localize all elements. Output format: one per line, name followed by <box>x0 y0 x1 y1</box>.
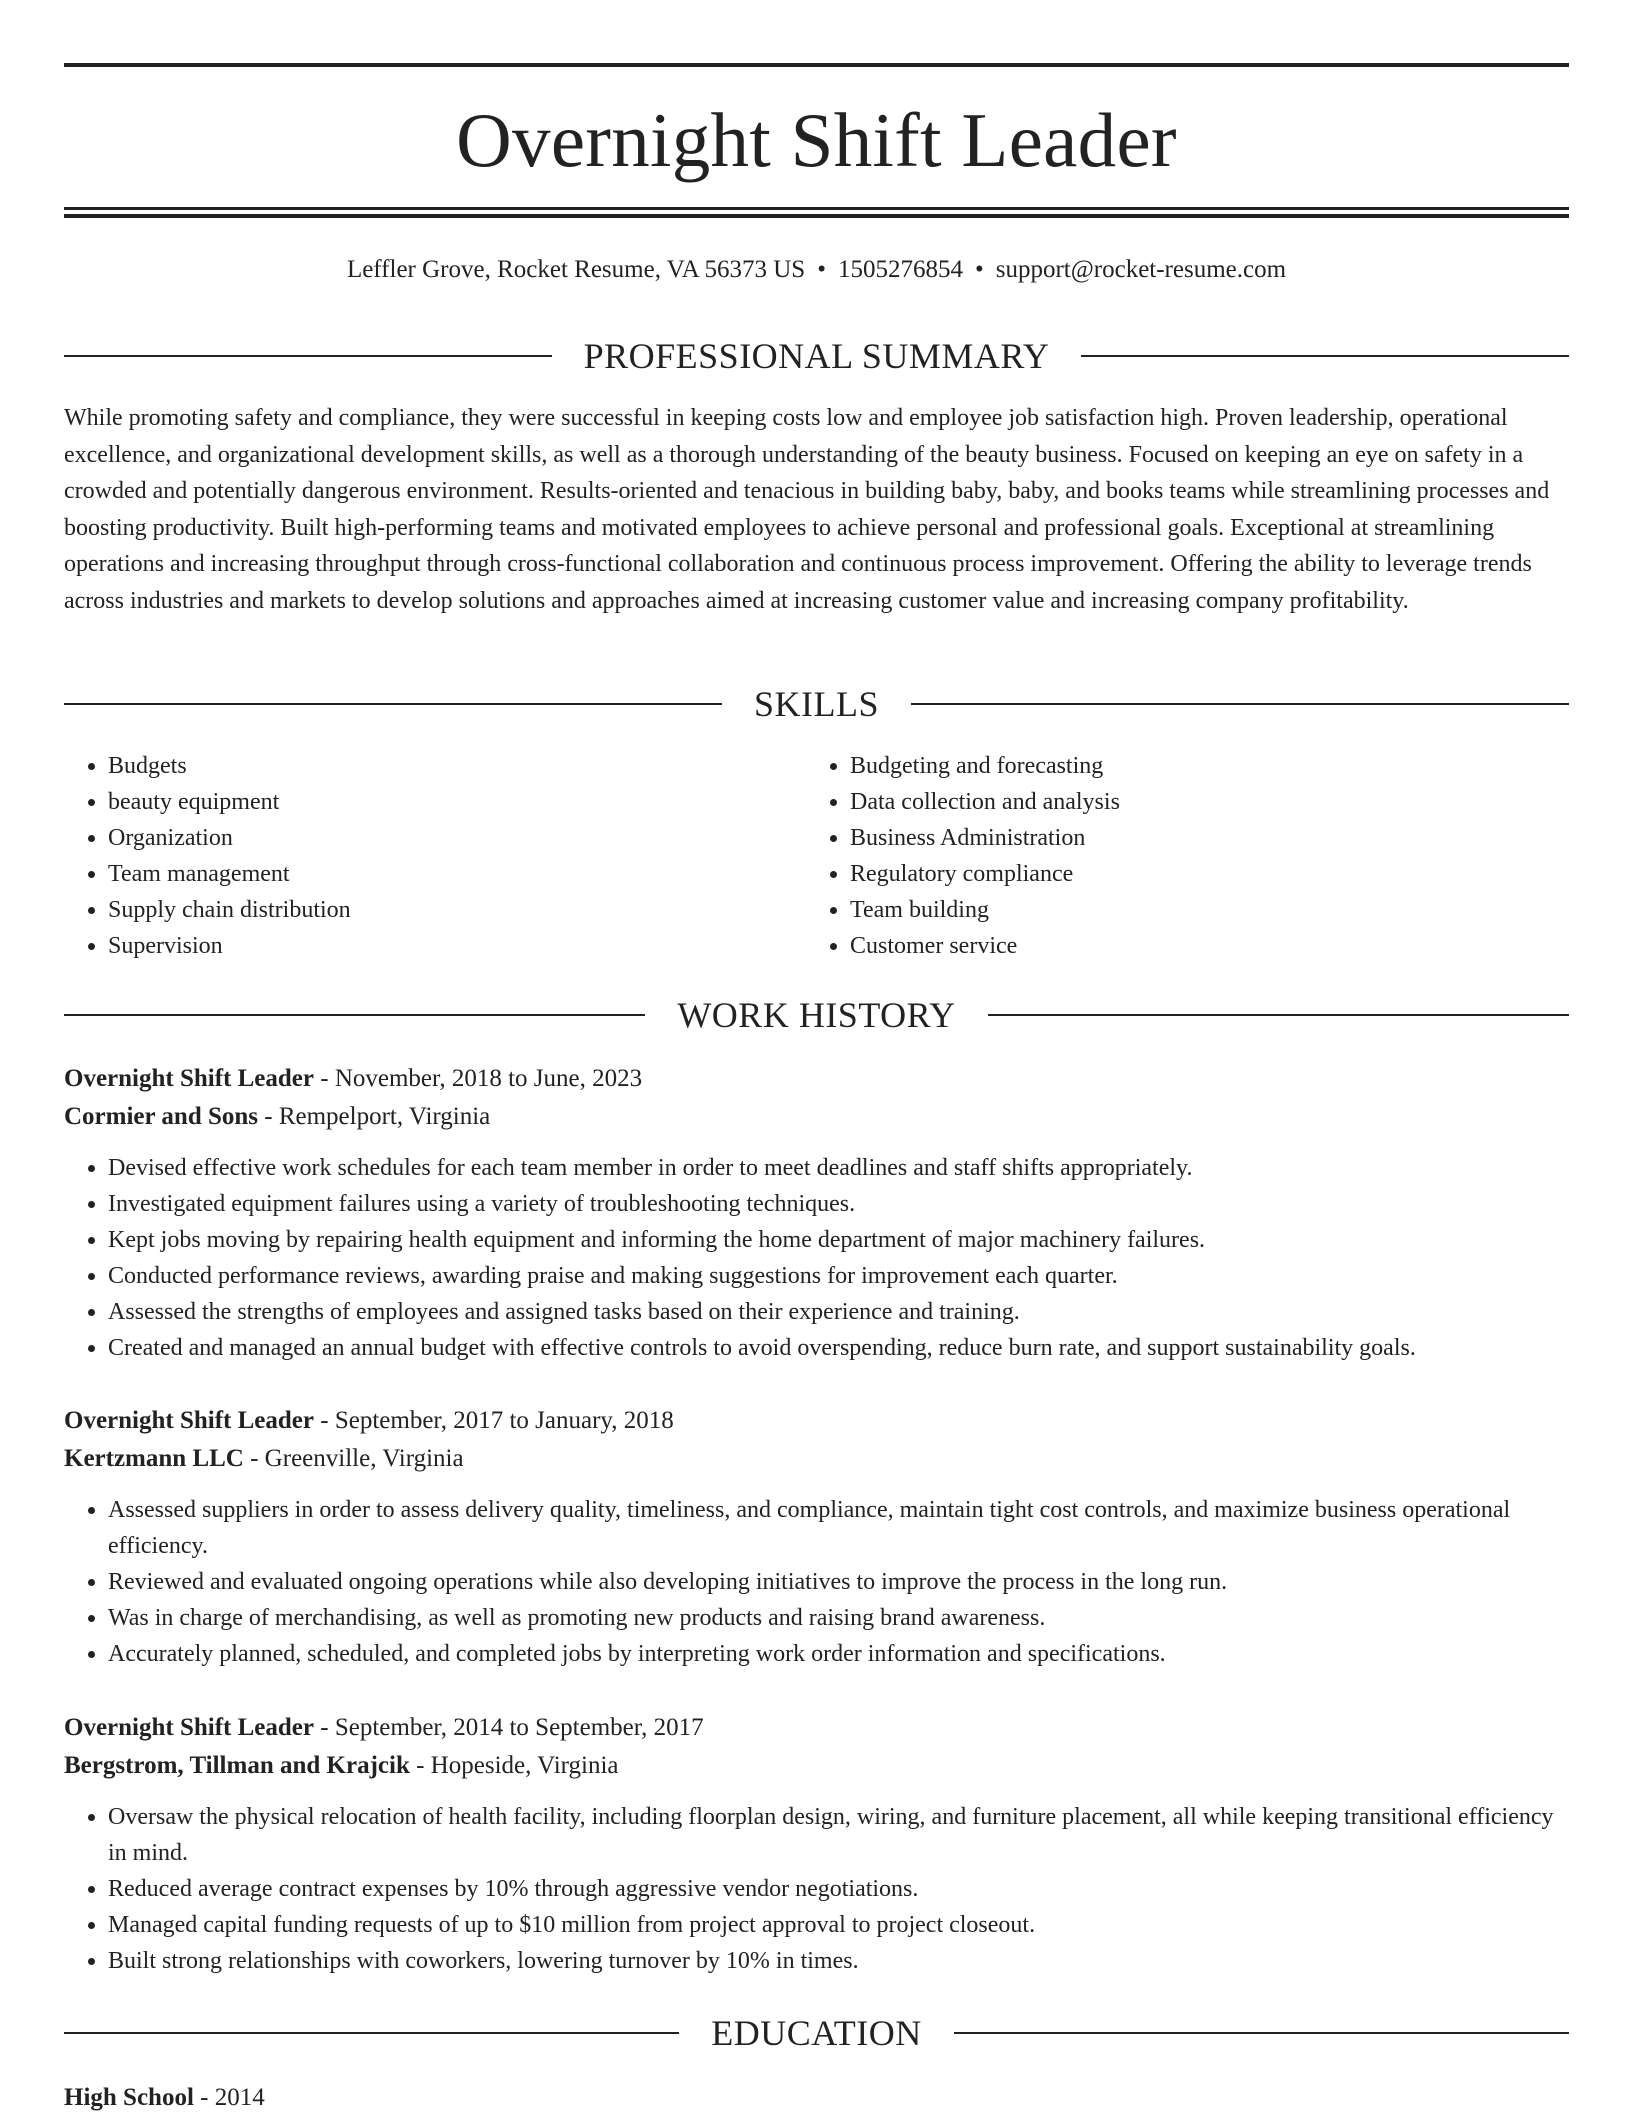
job-entry <box>64 1402 1569 1672</box>
job-title: Overnight Shift Leader <box>64 1407 314 1434</box>
skills-heading <box>64 682 1569 726</box>
job-company-line <box>64 1440 1569 1478</box>
education-heading <box>64 2011 1569 2055</box>
contact-line <box>64 254 1569 286</box>
skill-item: • Organization <box>108 820 806 856</box>
resume-title: Overnight Shift Leader <box>456 97 1177 183</box>
job-bullets <box>64 1150 1569 1366</box>
job-title-line <box>64 1060 1569 1098</box>
job-bullets <box>64 1492 1569 1672</box>
summary-heading <box>64 334 1569 378</box>
section-title: WORK HISTORY <box>677 995 956 1035</box>
job-bullet: • Built strong relationships with coworkers, lowering turnover by 10% in times. <box>108 1943 1569 1979</box>
job-dates: - September, 2017 to January, 2018 <box>314 1407 674 1434</box>
job-title: Overnight Shift Leader <box>64 1714 314 1741</box>
heading-rule <box>911 703 1569 705</box>
skill-item: • Regulatory compliance <box>850 856 1548 892</box>
job-bullet: • Reviewed and evaluated ongoing operations while also developing initiatives to improve the process in the long run. <box>108 1564 1569 1600</box>
job-location: - Rempelport, Virginia <box>258 1103 491 1130</box>
job-bullet: • Oversaw the physical relocation of health facility, including floorplan design, wiring, and furniture placement, all while keeping transitional efficiency in mind. <box>108 1799 1569 1871</box>
heading-rule <box>1081 355 1569 357</box>
job-entry <box>64 1709 1569 1979</box>
heading-rule <box>64 2032 679 2034</box>
section-title: PROFESSIONAL SUMMARY <box>583 336 1050 376</box>
contact-phone: 1505276854 <box>837 256 963 283</box>
heading-rule <box>64 1014 645 1016</box>
skills-list <box>64 748 1569 964</box>
education-year: - 2014 <box>193 2084 265 2111</box>
skill-item: • beauty equipment <box>108 784 806 820</box>
job-location: - Hopeside, Virginia <box>409 1752 619 1779</box>
skill-item: • Budgeting and forecasting <box>850 748 1548 784</box>
job-company-line <box>64 1747 1569 1785</box>
job-bullet: • Devised effective work schedules for each team member in order to meet deadlines and staff shifts appropriately. <box>108 1150 1569 1186</box>
job-bullet: • Conducted performance reviews, awarding praise and making suggestions for improvement each quarter. <box>108 1258 1569 1294</box>
job-bullet: • Accurately planned, scheduled, and completed jobs by interpreting work order information and specifications. <box>108 1636 1569 1672</box>
skill-item: • Team building <box>850 892 1548 928</box>
job-bullets <box>64 1799 1569 1979</box>
contact-address: Leffler Grove, Rocket Resume, VA 56373 US <box>346 256 806 283</box>
job-company-line <box>64 1098 1569 1136</box>
top-rule <box>64 63 1569 67</box>
heading-rule <box>954 2032 1569 2034</box>
skill-item: • Supervision <box>108 928 806 964</box>
skills-column-left <box>64 748 806 964</box>
education-entry <box>64 2079 1569 2117</box>
skill-item: • Budgets <box>108 748 806 784</box>
job-title: Overnight Shift Leader <box>64 1065 314 1092</box>
contact-email: support@rocket-resume.com <box>995 256 1287 283</box>
heading-rule <box>64 355 552 357</box>
heading-rule <box>64 703 722 705</box>
contact-separator: • <box>974 256 984 283</box>
job-bullet: • Assessed the strengths of employees and assigned tasks based on their experience and training. <box>108 1294 1569 1330</box>
double-rule <box>64 207 1569 218</box>
job-company: Kertzmann LLC <box>64 1445 244 1472</box>
education-degree: High School <box>64 2084 194 2111</box>
section-title: EDUCATION <box>711 2013 922 2053</box>
skills-column-right <box>806 748 1548 964</box>
summary-text: While promoting safety and compliance, they were successful in keeping costs low and employee job satisfaction high. Proven leadership, operational excellence, and organizational development skills, as well as a thorough understanding of the beauty business. Focused on keeping an eye on safety in a crowded and potentially dangerous environment. Results-oriented and tenacious in building baby, baby, and books teams while streamlining processes and boosting productivity. Built high-performing teams and motivated employees to achieve personal and professional goals. Exceptional at streamlining operations and increasing throughput through cross-functional collaboration and continuous process improvement. Offering the ability to leverage trends across industries and markets to develop solutions and approaches aimed at increasing customer value and increasing company profitability. <box>64 405 1550 614</box>
job-bullet: • Was in charge of merchandising, as well as promoting new products and raising brand awareness. <box>108 1600 1569 1636</box>
section-title: SKILLS <box>754 684 880 724</box>
contact-separator: • <box>817 256 826 283</box>
job-bullet: • Investigated equipment failures using a variety of troubleshooting techniques. <box>108 1186 1569 1222</box>
skill-item: • Supply chain distribution <box>108 892 806 928</box>
job-location: - Greenville, Virginia <box>243 1445 464 1472</box>
skill-item: • Business Administration <box>850 820 1548 856</box>
skill-item: • Data collection and analysis <box>850 784 1548 820</box>
job-title-line <box>64 1709 1569 1747</box>
job-company: Cormier and Sons <box>64 1103 259 1130</box>
job-company: Bergstrom, Tillman and Krajcik <box>64 1752 410 1779</box>
job-bullet: • Assessed suppliers in order to assess delivery quality, timeliness, and compliance, maintain tight cost controls, and maximize business operational efficiency. <box>108 1492 1569 1564</box>
job-bullet: • Managed capital funding requests of up to $10 million from project approval to project closeout. <box>108 1907 1569 1943</box>
job-bullet: • Reduced average contract expenses by 10% through aggressive vendor negotiations. <box>108 1871 1569 1907</box>
job-dates: - November, 2018 to June, 2023 <box>314 1065 643 1092</box>
work-history-heading <box>64 993 1569 1037</box>
skill-item: • Customer service <box>850 928 1548 964</box>
job-dates: - September, 2014 to September, 2017 <box>314 1714 704 1741</box>
job-title-line <box>64 1402 1569 1440</box>
skill-item: • Team management <box>108 856 806 892</box>
heading-rule <box>988 1014 1569 1016</box>
job-bullet: • Created and managed an annual budget with effective controls to avoid overspending, reduce burn rate, and support sustainability goals. <box>108 1330 1569 1366</box>
job-bullet: • Kept jobs moving by repairing health equipment and informing the home department of major machinery failures. <box>108 1222 1569 1258</box>
job-entry <box>64 1060 1569 1366</box>
